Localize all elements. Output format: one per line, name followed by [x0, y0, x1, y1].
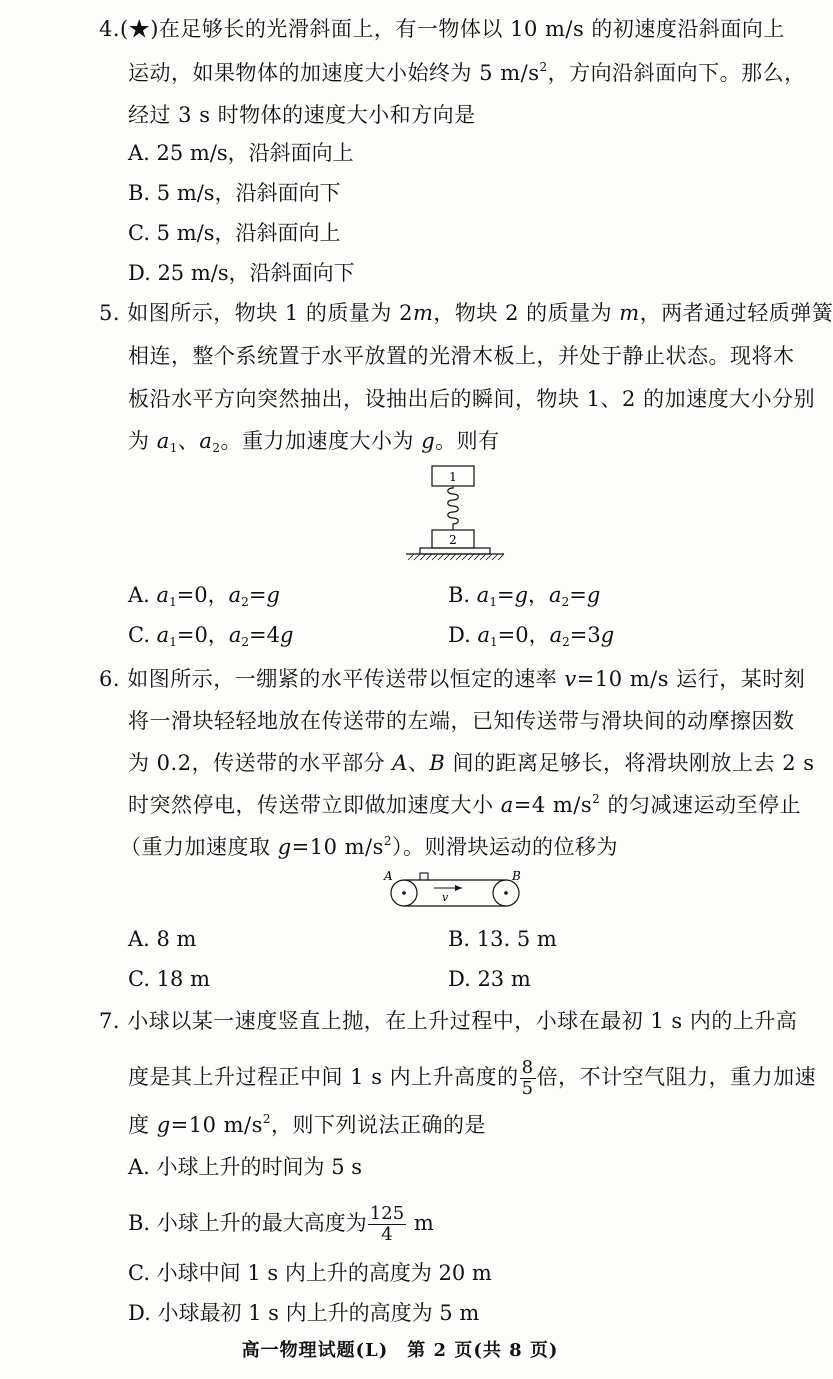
right-pulley-axle — [504, 891, 508, 895]
q7-stem-line-2: 度是其上升过程正中间 1 s 内上升高度的 $\frac{8}{5}$ 倍，不计空气阻力，重力加速 — [128, 1057, 817, 1099]
q4-option-b[interactable]: B. 5 m/s，沿斜面向下 — [128, 181, 341, 205]
left-pulley-axle — [402, 891, 406, 895]
velocity-arrow-head — [455, 885, 462, 891]
q6-stem-line-1: 6. 如图所示，一绷紧的水平传送带以恒定的速率 v=10 m/s 运行，某时刻 — [99, 667, 806, 691]
q6-stem-line-3: 为 0.2，传送带的水平部分 A、B 间的距离足够长，将滑块刚放上去 2 s — [128, 751, 815, 775]
point-b-label: B — [512, 869, 521, 883]
spring-blocks-figure — [400, 462, 510, 566]
q6-option-c[interactable]: C. 18 m — [128, 967, 210, 991]
q6-option-a[interactable]: A. 8 m — [128, 927, 197, 951]
fraction-125-4: $\frac{125}{4}$ — [369, 1203, 405, 1245]
q4-stem-line-2: 运动，如果物体的加速度大小始终为 5 $m/s^2$，方向沿斜面向下。那么， — [128, 60, 806, 85]
conveyor-belt-figure — [382, 866, 532, 912]
q7-option-a[interactable]: A. 小球上升的时间为 5 s — [128, 1155, 363, 1179]
q6-stem-line-4: 时突然停电，传送带立即做加速度大小 a=4 $m/s^2$ 的匀减速运动至停止 — [128, 792, 801, 817]
q7-option-b[interactable]: B. 小球上升的最大高度为 $\frac{125}{4}$ m — [128, 1203, 434, 1245]
q6-stem-line-2: 将一滑块轻轻地放在传送带的左端，已知传送带与滑块间的动摩擦因数 — [128, 709, 795, 733]
q4-option-c[interactable]: C. 5 m/s，沿斜面向上 — [128, 221, 341, 245]
q6-stem-line-5: （重力加速度取 g=10 $m/s^2$）。则滑块运动的位移为 — [120, 834, 619, 859]
q5-stem-line-3: 板沿水平方向突然抽出，设抽出后的瞬间，物块 1、2 的加速度大小分别 — [128, 387, 816, 411]
q5-stem-line-4: 为 $a_1$、$a_2$。重力加速度大小为 g。则有 — [128, 429, 500, 455]
q5-stem-line-1: 5. 如图所示，物块 1 的质量为 2m，物块 2 的质量为 m，两者通过轻质弹簧 — [99, 301, 833, 325]
q5-option-c[interactable]: C. $a_1=0$，$a_2=4g$ — [128, 623, 294, 649]
q5-option-d[interactable]: D. $a_1=0$，$a_2=3g$ — [448, 623, 615, 649]
board — [420, 548, 490, 554]
q7-option-c[interactable]: C. 小球中间 1 s 内上升的高度为 20 m — [128, 1261, 492, 1285]
point-a-label: A — [384, 869, 393, 883]
velocity-label: v — [442, 891, 449, 904]
slider-block — [420, 873, 428, 880]
fraction-8-5: $\frac{8}{5}$ — [521, 1057, 534, 1099]
block-2-label: 2 — [449, 533, 457, 547]
block-1-label: 1 — [449, 470, 457, 484]
q5-stem-line-2: 相连，整个系统置于水平放置的光滑木板上，并处于静止状态。现将木 — [128, 344, 795, 368]
q6-option-b[interactable]: B. 13. 5 m — [448, 927, 557, 951]
q7-option-d[interactable]: D. 小球最初 1 s 内上升的高度为 5 m — [128, 1301, 480, 1325]
ground-hatching — [408, 554, 504, 560]
q5-option-b[interactable]: B. $a_1=g$，$a_2=g$ — [448, 583, 601, 609]
q4-option-d[interactable]: D. 25 m/s，沿斜面向下 — [128, 261, 355, 285]
q4-option-a[interactable]: A. 25 m/s，沿斜面向上 — [128, 141, 354, 165]
q7-stem-line-1: 7. 小球以某一速度竖直上抛，在上升过程中，小球在最初 1 s 内的上升高 — [99, 1009, 798, 1033]
q5-option-a[interactable]: A. $a_1=0$，$a_2=g$ — [128, 583, 280, 609]
page-footer: 高一物理试题(L) 第 2 页(共 8 页) — [241, 1340, 559, 1361]
q7-stem-line-3: 度 g=10 $m/s^2$，则下列说法正确的是 — [128, 1112, 487, 1137]
q6-option-d[interactable]: D. 23 m — [448, 967, 531, 991]
q4-stem-line-1: 4.(★)在足够长的光滑斜面上，有一物体以 10 m/s 的初速度沿斜面向上 — [99, 17, 785, 41]
q4-stem-line-3: 经过 3 s 时物体的速度大小和方向是 — [128, 103, 476, 127]
spring — [448, 486, 459, 530]
